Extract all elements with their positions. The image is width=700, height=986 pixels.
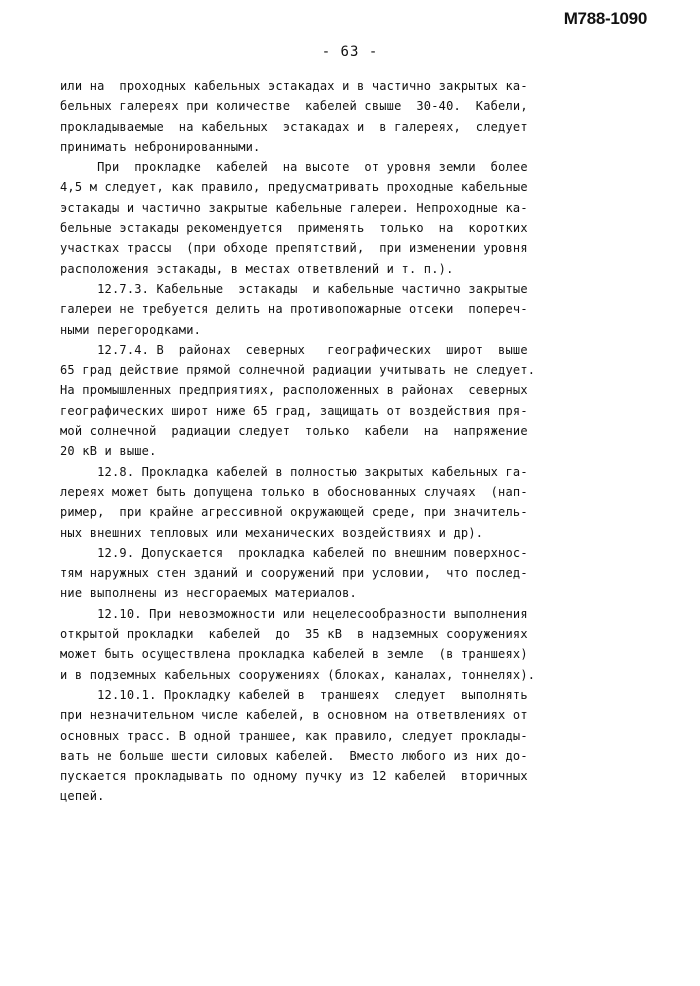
text-line: открытой прокладки кабелей до 35 кВ в надземных сооружениях [60, 627, 528, 642]
text-line: эстакады и частично закрытые кабельные галереи. Непроходные ка- [60, 200, 528, 215]
text-line: ных внешних тепловых или механических воздействиях и др). [60, 525, 484, 540]
text-line: 12.8. Прокладка кабелей в полностью закрытых кабельных га- [60, 464, 528, 479]
text-line: 12.10. При невозможности или нецелесообразности выполнения [60, 606, 528, 621]
text-line: основных трасс. В одной траншее, как правило, следует проклады- [60, 728, 528, 743]
text-line: бельных галереях при количестве кабелей свыше 30-40. Кабели, [60, 99, 528, 114]
text-line: При прокладке кабелей на высоте от уровня земли более [60, 160, 528, 175]
document-code: М788-1090 [563, 9, 647, 28]
text-line: галереи не требуется делить на противопожарные отсеки попереч- [60, 302, 528, 317]
text-line: 12.7.4. В районах северных географических широт выше [60, 342, 528, 357]
document-body [60, 76, 592, 807]
text-line: На промышленных предприятиях, расположенных в районах северных [60, 383, 528, 398]
text-line: 12.10.1. Прокладку кабелей в траншеях следует выполнять [60, 687, 528, 702]
text-line: мой солнечной радиации следует только кабели на напряжение [60, 424, 528, 439]
text-line: и в подземных кабельных сооружениях (блоках, каналах, тоннелях). [60, 667, 536, 682]
text-line: прокладываемые на кабельных эстакадах и в галереях, следует [60, 119, 528, 134]
text-line: при незначительном числе кабелей, в основном на ответвлениях от [60, 708, 528, 723]
text-line: участках трассы (при обходе препятствий, при изменении уровня [60, 241, 528, 256]
text-line: вать не больше шести силовых кабелей. Вместо любого из них до- [60, 748, 528, 763]
text-line: 65 град действие прямой солнечной радиации учитывать не следует. [60, 363, 536, 378]
text-line: ными перегородками. [60, 322, 202, 337]
text-line: 20 кВ и выше. [60, 444, 157, 459]
page-number: - 63 - [321, 44, 379, 60]
text-line: 12.9. Допускается прокладка кабелей по внешним поверхнос- [60, 545, 528, 560]
text-line: 4,5 м следует, как правило, предусматривать проходные кабельные [60, 180, 528, 195]
text-line: лереях может быть допущена только в обоснованных случаях (нап- [60, 484, 528, 499]
text-line: может быть осуществлена прокладка кабелей в земле (в траншеях) [60, 647, 528, 662]
text-line: ние выполнены из несгораемых материалов. [60, 586, 357, 601]
text-line: цепей. [60, 789, 105, 804]
text-line: 12.7.3. Кабельные эстакады и кабельные частично закрытые [60, 281, 528, 296]
text-line: пускается прокладывать по одному пучку из 12 кабелей вторичных [60, 769, 528, 784]
text-line: тям наружных стен зданий и сооружений при условии, что послед- [60, 566, 528, 581]
text-line: географических широт ниже 65 град, защищать от воздействия пря- [60, 403, 528, 418]
text-line: или на проходных кабельных эстакадах и в частично закрытых ка- [60, 79, 528, 93]
text-line: ример, при крайне агрессивной окружающей среде, при значитель- [60, 505, 528, 520]
text-line: принимать небронированными. [60, 139, 261, 154]
text-line: бельные эстакады рекомендуется применять только на коротких [60, 221, 528, 236]
text-line: расположения эстакады, в местах ответвлений и т. п.). [60, 261, 454, 276]
